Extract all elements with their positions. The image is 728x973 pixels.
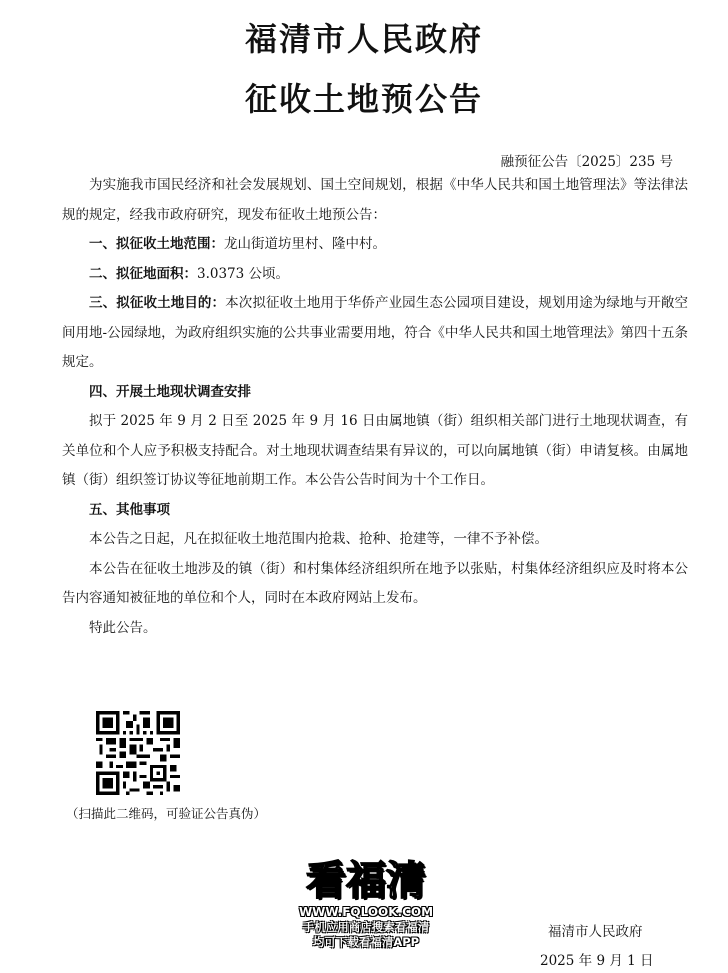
notice-body	[62, 171, 688, 643]
page-title: 福清市人民政府	[244, 20, 483, 58]
watermark-url: WWW.FQLOOK.COM	[298, 905, 434, 919]
section-3	[62, 289, 688, 378]
qr-caption: （扫描此二维码，可验证公告真伪）	[66, 806, 267, 821]
section-4-text: 拟于 2025 年 9 月 2 日至 2025 年 9 月 16 日由属地镇（街）组织相关部门进行土地现状调查，有关单位和个人应予积极支持配合。对土地现状调查结果有异议的，可以向属地镇（街）申请复核。由属地镇（街）组织签订协议等征地前期工作。本公告公告时间为十个工作日。	[62, 413, 688, 488]
section-5-paragraph-1: 本公告之日起，凡在拟征收土地范围内抢栽、抢种、抢建等，一律不予补偿。	[89, 531, 548, 547]
section-1	[62, 230, 688, 260]
section-4-heading-row	[62, 378, 688, 408]
section-5-heading-row	[62, 496, 688, 526]
intro-paragraph: 为实施我市国民经济和社会发展规划、国土空间规划，根据《中华人民共和国土地管理法》等法律法规的规定，经我市政府研究，现发布征收土地预公告：	[62, 177, 688, 223]
watermark-line-1: 手机应用商店搜索看福清	[302, 920, 430, 934]
closing-line: 特此公告。	[89, 619, 157, 636]
watermark-line-2: 均可下载看福清APP	[312, 935, 420, 949]
section-5-heading: 五、其他事项	[89, 501, 170, 518]
section-3-heading: 三、拟征收土地目的：	[89, 295, 226, 311]
section-2-heading: 二、拟征地面积：	[89, 265, 197, 282]
document-number: 融预征公告〔2025〕235 号	[500, 154, 673, 170]
section-1-text: 龙山街道坊里村、隆中村。	[224, 236, 386, 252]
qr-code-icon[interactable]	[96, 711, 180, 795]
section-4-heading: 四、开展土地现状调查安排	[89, 383, 251, 400]
section-5-paragraph-2: 本公告在征收土地涉及的镇（街）和村集体经济组织所在地予以张贴，村集体经济组织应及时将本公告内容通知被征地的单位和个人，同时在本政府网站上发布。	[62, 560, 688, 606]
section-1-heading: 一、拟征收土地范围：	[89, 236, 224, 252]
signature-organization: 福清市人民政府	[548, 924, 643, 940]
signature-date: 2025 年 9 月 1 日	[540, 953, 654, 969]
section-2-text: 3.0373 公顷。	[197, 265, 290, 282]
page-subtitle: 征收土地预公告	[244, 80, 483, 118]
section-3-text: 本次拟征收土地用于华侨产业园生态公园项目建设，规划用途为绿地与开敞空间用地-公园绿地，为政府组织实施的公共事业需要用地，符合《中华人民共和国土地管理法》第四十五条规定。	[62, 295, 689, 370]
watermark-brand: 看福清	[306, 858, 426, 904]
app-watermark-logo	[292, 858, 440, 968]
section-2	[62, 260, 688, 290]
